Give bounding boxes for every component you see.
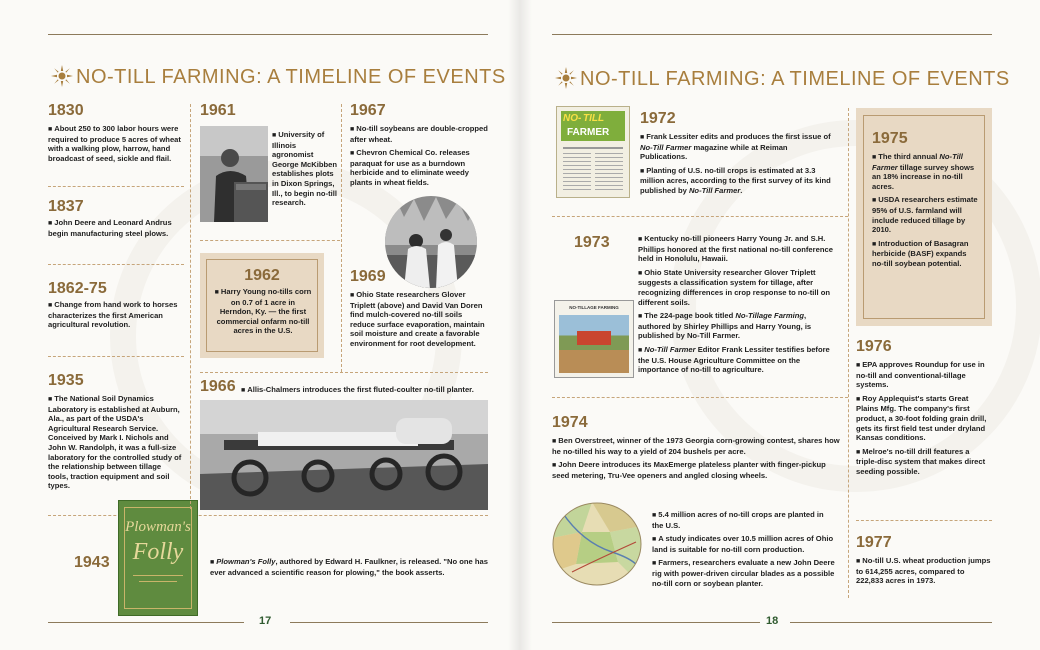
entry-1975-item <box>872 152 978 191</box>
entry-1966 <box>241 385 489 396</box>
entry-1972-item <box>640 132 836 162</box>
entry-1973-item: ■ Ohio State University researcher Glover Triplett suggests a classification system for tillage, after recognizing differences in crop response to no-till on different soils. <box>638 268 838 307</box>
entry-1974-item: ■ John Deere introduces its MaxEmerge plateless planter with finger-pickup seed metering, Tru-Vee openers and angled closing wheels. <box>552 460 842 480</box>
entry-1969 <box>350 290 488 349</box>
year-1943: 1943 <box>74 554 110 571</box>
book-title-plowmans-folly: Plowman's Folly <box>216 557 276 566</box>
year-1975: 1975 <box>872 130 908 147</box>
book-title-no-tillage-farming: No-Tillage Farming <box>735 311 805 321</box>
entry-1976-item: ■ Melroe's no-till drill features a triple-disc system that makes direct seeding possible. <box>856 447 992 477</box>
entry-1977-item: ■ No-till U.S. wheat production jumps to 614,255 acres, compared to 222,833 acres in 1973. <box>856 556 992 586</box>
year-1830: 1830 <box>48 102 84 119</box>
entry-1973 <box>638 234 838 375</box>
entry-1935-item: ■ The National Soil Dynamics Laboratory is established at Auburn, Ala., as part of the USDA's Agricultural Research Service. Conceived by Mark I. Nichols and John W. Randolph, it was a full-size laboratory for the controlled study of the relationship between tillage tools, traction equipment and soil types. <box>48 394 182 491</box>
divider <box>200 240 340 241</box>
entry-1976-item: ■ Roy Applequist's starts Great Plains Mfg. The company's first product, a 30-foot folding grain drill, gets its first field test under dryland Kansas conditions. <box>856 394 992 443</box>
sun-icon <box>554 66 578 90</box>
ohio-map <box>552 502 642 586</box>
entry-1830-item: ■ About 250 to 300 labor hours were required to produce 5 acres of wheat with a walking plow, harrow, hand broadcast of seed, sickle and flail. <box>48 124 184 163</box>
plowmans-folly-book-cover <box>118 500 198 616</box>
no-till-farmer-magazine-cover <box>556 106 630 198</box>
divider <box>856 520 992 521</box>
entry-1961 <box>272 130 338 208</box>
year-1973: 1973 <box>574 234 610 251</box>
page-18 <box>520 0 1040 650</box>
entry-1972-text: Planting of U.S. no-till crops is estimated at 3.3 million acres, according to the first survey of its kind published by <box>640 165 831 195</box>
top-rule <box>552 34 992 35</box>
entry-1966-item: ■ Allis-Chalmers introduces the first fluted-coulter no-till planter. <box>241 385 489 396</box>
highlight-box-1962 <box>200 253 324 358</box>
entry-1967-item: ■ No-till soybeans are double-cropped after wheat. <box>350 124 488 144</box>
mckibben-photo <box>200 126 268 222</box>
magazine-name: No-Till Farmer <box>640 142 692 152</box>
entry-1974 <box>552 436 842 480</box>
entry-1961-item: ■ University of Illinois agronomist George McKibben establishes plots in Dixon Springs, Ill., to begin no-till research. <box>272 130 338 208</box>
entry-1973-item: ■ Kentucky no-till pioneers Harry Young Jr. and S.H. Phillips honored at the first national no-till conference held in Honolulu, Hawaii. <box>638 234 838 264</box>
divider <box>552 216 848 217</box>
divider <box>48 356 184 357</box>
year-1974: 1974 <box>552 414 588 431</box>
year-1862-75: 1862-75 <box>48 280 107 297</box>
entry-1830 <box>48 124 184 163</box>
magazine-name: No-Till Farmer <box>688 185 741 195</box>
no-tillage-farming-book-cover <box>554 300 634 378</box>
footer-rule <box>552 622 760 623</box>
entry-1943-item <box>210 557 488 577</box>
year-1972: 1972 <box>640 110 676 127</box>
year-1976: 1976 <box>856 338 892 355</box>
top-rule <box>48 34 488 35</box>
column-divider <box>190 104 191 509</box>
page-title: NO-TILL FARMING: A TIMELINE OF EVENTS <box>580 68 1010 90</box>
magazine-name: No-Till Farmer <box>872 152 963 172</box>
year-1962: 1962 <box>244 267 280 284</box>
year-1837: 1837 <box>48 198 84 215</box>
entry-1837 <box>48 218 184 238</box>
footer-rule <box>48 622 244 623</box>
magazine-logo-top: NO- <box>563 113 582 124</box>
page-number: 17 <box>259 615 272 627</box>
entry-1943 <box>210 557 488 577</box>
entry-1972-item <box>640 166 836 196</box>
entry-1976-item: ■ EPA approves Roundup for use in no-till and conventional-tillage systems. <box>856 360 992 390</box>
column-divider <box>341 104 342 372</box>
entry-1975-item: ■ Introduction of Basagran herbicide (BASF) expands no-till soybean potential. <box>872 239 978 269</box>
entry-1974-map-notes <box>652 510 836 588</box>
entry-1967-item: ■ Chevron Chemical Co. releases paraquat for use as a burndown herbicide and to eliminate weedy plants in wheat fields. <box>350 148 488 187</box>
entry-1976 <box>856 360 992 477</box>
entry-1974-item: ■ Farmers, researchers evaluate a new John Deere rig with power-driven circular blades as a possible no-till corn or soybean planter. <box>652 558 836 588</box>
entry-1977 <box>856 556 992 586</box>
book-title-line2: Folly <box>132 539 184 565</box>
entry-1972 <box>640 132 836 196</box>
entry-1962-item: ■ Harry Young no-tills corn on 0.7 of 1 acre in Herndon, Ky. — the first commercial onfarm no-till acres in the U.S. <box>214 287 312 336</box>
entry-1943-text: , authored by Edward H. Faulkner, is released. "No one has ever advanced a scientific reason for plowing," the book asserts. <box>210 557 488 577</box>
book-title-line1: Plowman's <box>125 519 191 535</box>
entry-1974-item: ■ Ben Overstreet, winner of the 1973 Georgia corn-growing contest, shares how he no-tilled his way to a yield of 204 bushels per acre. <box>552 436 842 456</box>
entry-1972-text: Frank Lessiter edits and produces the first issue of <box>646 132 831 141</box>
entry-1973-text: , authored by Shirley Phillips and Harry Young, is published by No-Till Farmer. <box>638 311 812 341</box>
entry-1974-item: ■ 5.4 million acres of no-till crops are planted in the U.S. <box>652 510 836 530</box>
magazine-logo-mid: TILL <box>583 113 605 124</box>
year-1966: 1966 <box>200 378 236 395</box>
magazine-name: No-Till Farmer <box>644 344 696 354</box>
page-title: NO-TILL FARMING: A TIMELINE OF EVENTS <box>76 66 506 88</box>
allis-chalmers-planter-photo <box>200 400 488 510</box>
entry-1975-text: tillage survey shows an 18% increase in no-till acres. <box>872 162 975 191</box>
column-divider <box>848 108 849 598</box>
entry-1972-text: magazine while at Reiman Publications. <box>640 142 788 162</box>
magazine-logo-bottom: FARMER <box>567 127 610 138</box>
entry-1974-item: ■ A study indicates over 10.5 million acres of Ohio land is suitable for no-till corn production. <box>652 534 836 554</box>
year-1961: 1961 <box>200 102 236 119</box>
footer-rule <box>290 622 488 623</box>
divider <box>552 397 848 398</box>
year-1977: 1977 <box>856 534 892 551</box>
year-1969: 1969 <box>350 268 386 285</box>
entry-1973-item <box>638 345 838 375</box>
year-1967: 1967 <box>350 102 386 119</box>
divider <box>200 372 488 373</box>
divider <box>48 515 488 516</box>
entry-1973-text: The 224-page book titled <box>644 311 736 321</box>
entry-1973-item <box>638 311 838 341</box>
year-1935: 1935 <box>48 372 84 389</box>
entry-1837-item: ■ John Deere and Leonard Andrus begin manufacturing steel plows. <box>48 218 184 238</box>
entry-1973-text: Editor Frank Lessiter testifies before the U.S. House Agriculture Committee on the importance of no-till to agriculture. <box>638 344 830 375</box>
entry-1935 <box>48 394 182 491</box>
entry-1967 <box>350 124 488 188</box>
divider <box>48 186 184 187</box>
entry-1862-75 <box>48 300 184 330</box>
divider <box>48 264 184 265</box>
entry-1862-75-item: ■ Change from hand work to horses characterizes the first American agricultural revolution. <box>48 300 184 330</box>
highlight-box-1975 <box>856 108 992 326</box>
entry-1975 <box>872 152 978 269</box>
sun-icon <box>50 64 74 88</box>
book-cover-label: NO-TILLAGE FARMING <box>569 305 619 310</box>
page-gutter <box>508 0 532 650</box>
entry-1975-text: The third annual <box>878 152 940 161</box>
entry-1972-text: . <box>740 185 743 195</box>
entry-1975-item: ■ USDA researchers estimate 95% of U.S. farmland will include reduced tillage by 2010. <box>872 195 978 234</box>
entry-1969-item: ■ Ohio State researchers Glover Triplett (above) and David Van Doren find mulch-covered no-till soils reduce surface evaporation, maintain soil moisture and create a favorable environment for root development. <box>350 290 488 349</box>
page-number: 18 <box>766 615 779 627</box>
triplett-field-photo <box>384 195 478 289</box>
entry-1962 <box>214 287 312 336</box>
footer-rule <box>790 622 992 623</box>
